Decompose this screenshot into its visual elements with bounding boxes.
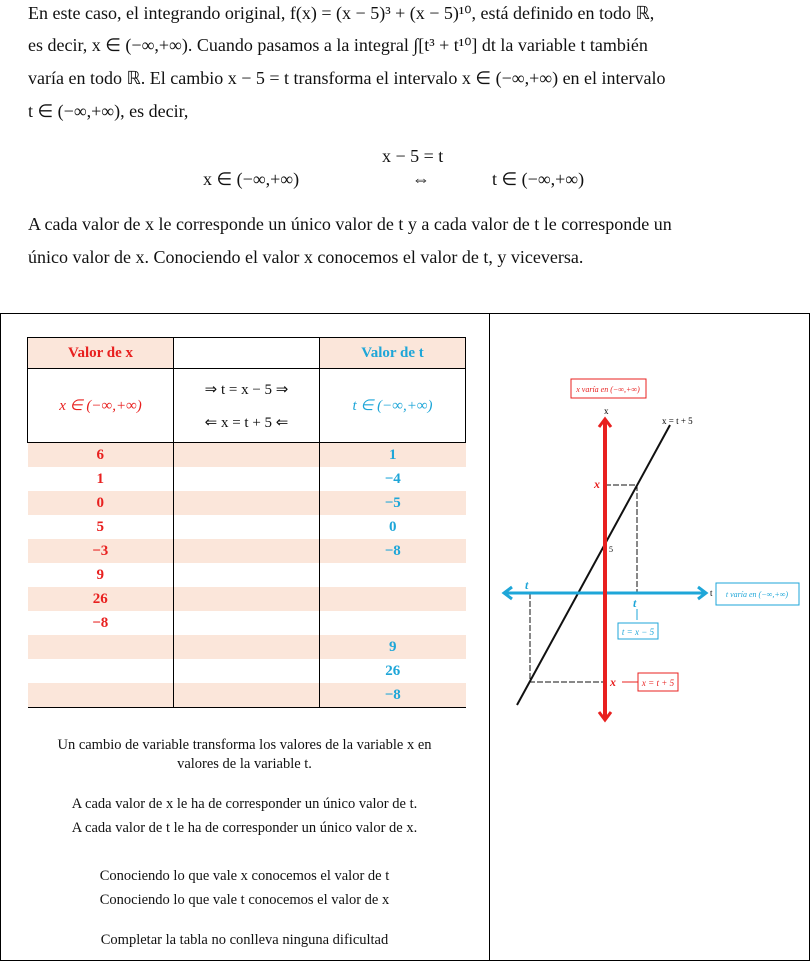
- forward-formula: ⇒ t = x − 5 ⇒: [204, 381, 289, 398]
- t-range-label: t varía en (−∞,+∞): [725, 590, 789, 599]
- x-interval: x ∈ (−∞,+∞): [28, 369, 174, 443]
- function-line-label: x = t + 5: [662, 416, 693, 426]
- function-line: [517, 425, 670, 705]
- t-value: −5: [320, 491, 466, 515]
- x-value: 26: [28, 587, 174, 611]
- axis-t-label: t: [710, 588, 713, 598]
- axis-x-label: x: [604, 406, 609, 416]
- x-value: −8: [92, 614, 109, 631]
- x-value: 9: [96, 566, 104, 583]
- intro-line-3: varía en todo ℝ. El cambio x − 5 = t transforma el intervalo x ∈ (−∞,+∞) en el intervalo: [28, 68, 666, 88]
- para2-line-2: único valor de x. Conociendo el valor x conocemos el valor de t, y viceversa.: [28, 247, 584, 267]
- x-point-label: x: [594, 477, 600, 491]
- x-point-label-2: x: [610, 675, 616, 689]
- intro-line-2: es decir, x ∈ (−∞,+∞). Cuando pasamos a la integral ∫[t³ + t¹⁰] dt la variable t también: [28, 35, 648, 55]
- note-6: Conociendo lo que vale t conocemos el valor de x: [99, 892, 390, 908]
- t-value: 26: [385, 662, 401, 679]
- x-value: 0: [28, 491, 174, 515]
- note-5: Conociendo lo que vale x conocemos el valor de t: [99, 868, 390, 884]
- t-value: −4: [384, 470, 401, 487]
- t-point-label: t: [525, 578, 529, 592]
- x-value: −3: [28, 539, 174, 563]
- t-value: −8: [320, 683, 466, 708]
- intro-line-1: En este caso, el integrando original, f(x) = (x − 5)³ + (x − 5)¹⁰, está definido en todo ℝ,: [28, 3, 655, 23]
- intro-line-4: t ∈ (−∞,+∞), es decir,: [28, 101, 189, 121]
- note-7: Completar la tabla no conlleva ninguna dificultad: [100, 932, 389, 948]
- backward-formula: ⇐ x = t + 5 ⇐: [204, 414, 289, 431]
- para2-line-1: A cada valor de x le corresponde un único valor de t y a cada valor de t le corresponde un: [28, 214, 672, 234]
- t-interval: t ∈ (−∞,+∞): [320, 369, 466, 443]
- intercept-label: 5: [609, 545, 613, 554]
- guide-upper: [605, 485, 637, 593]
- note-2: valores de la variable t.: [177, 756, 312, 772]
- equiv-right: t ∈ (−∞,+∞): [492, 169, 585, 189]
- t-value: 0: [389, 518, 397, 535]
- note-3: A cada valor de x le ha de corresponder un único valor de t.: [71, 796, 418, 812]
- x-value: 6: [28, 443, 174, 468]
- t-value: 9: [320, 635, 466, 659]
- equiv-top: x − 5 = t: [382, 146, 444, 166]
- x-value: 5: [96, 518, 104, 535]
- note-1: Un cambio de variable transforma los valores de la variable x en: [57, 737, 432, 753]
- t-formula-label: t = x − 5: [621, 627, 655, 637]
- x-value: 1: [96, 470, 104, 487]
- note-4: A cada valor de t le ha de corresponder un único valor de x.: [71, 820, 418, 836]
- t-point-label-2: t: [633, 596, 637, 610]
- x-range-label: x varía en (−∞,+∞): [576, 385, 640, 394]
- header-x: Valor de x: [28, 338, 174, 369]
- equiv-left: x ∈ (−∞,+∞): [203, 169, 300, 189]
- t-value: 1: [320, 443, 466, 468]
- equiv-symbol: ⇔: [412, 169, 430, 189]
- x-formula-label: x = t + 5: [641, 678, 675, 688]
- guide-lower: [530, 593, 605, 682]
- t-value: −8: [320, 539, 466, 563]
- header-t: Valor de t: [320, 338, 466, 369]
